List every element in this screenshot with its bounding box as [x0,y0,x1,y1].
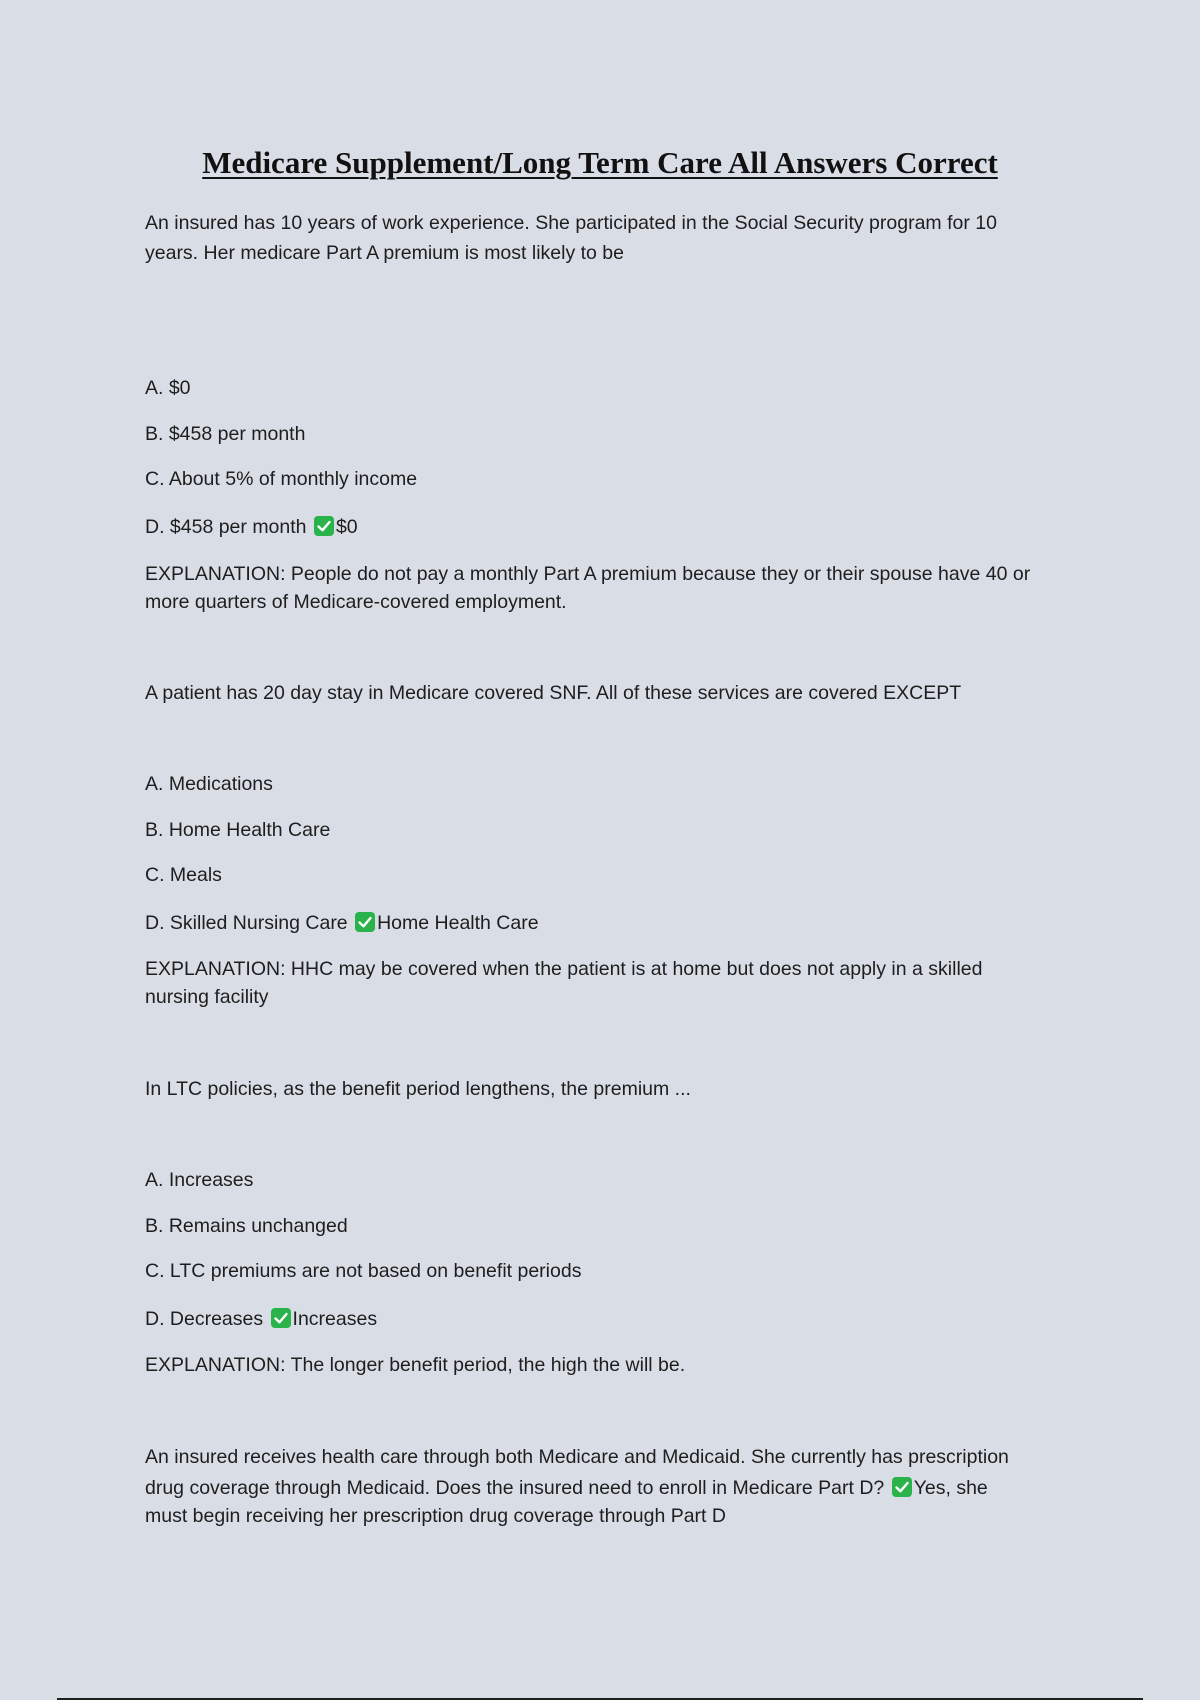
check-mark-icon [355,912,375,932]
question-1-prompt-line-2: years. Her medicare Part A premium is most likely to be [145,242,624,264]
question-4-prompt-line-2 [145,1474,1065,1503]
question-2-option-a: A. Medications [145,773,273,795]
question-1-option-d-text: D. $458 per month [145,516,307,538]
question-3-answer: Increases [292,1308,378,1330]
question-1-prompt-line-1: An insured has 10 years of work experience. She participated in the Social Security program for 10 [145,212,997,234]
question-4-prompt-line-1: An insured receives health care through both Medicare and Medicaid. She currently has prescription [145,1446,1009,1468]
document-title: Medicare Supplement/Long Term Care All Answers Correct [202,145,998,180]
question-1-option-a: A. $0 [145,377,191,399]
question-3-option-d-text: D. Decreases [145,1308,264,1330]
check-mark-icon [271,1308,291,1328]
question-1-explanation-line-1: EXPLANATION: People do not pay a monthly Part A premium because they or their spouse have 40 or [145,563,1031,585]
question-2-option-d [145,909,1065,938]
question-2-answer: Home Health Care [377,912,539,934]
question-1-option-b: B. $458 per month [145,423,306,445]
question-1-answer: $0 [335,516,358,538]
question-4-answer: Yes, she [913,1477,988,1499]
question-1-option-d [145,513,1065,542]
question-2-option-b: B. Home Health Care [145,819,331,841]
question-3-prompt-line-1: In LTC policies, as the benefit period lengthens, the premium ... [145,1078,691,1100]
question-2-option-c: C. Meals [145,864,222,886]
question-3-option-d [145,1305,1065,1334]
question-1-option-c: C. About 5% of monthly income [145,468,418,490]
question-3-option-b: B. Remains unchanged [145,1215,348,1237]
question-3-explanation-line-1: EXPLANATION: The longer benefit period, the high the will be. [145,1354,686,1376]
question-2-explanation-line-1: EXPLANATION: HHC may be covered when the patient is at home but does not apply in a skilled [145,958,983,980]
question-3-option-c: C. LTC premiums are not based on benefit periods [145,1260,582,1282]
question-4-prompt-line-3: must begin receiving her prescription drug coverage through Part D [145,1505,726,1527]
question-2-explanation-line-2: nursing facility [145,986,269,1008]
question-4-prompt-line-2-text: drug coverage through Medicaid. Does the insured need to enroll in Medicare Part D? [145,1477,885,1499]
question-3-option-a: A. Increases [145,1169,254,1191]
question-1-explanation-line-2: more quarters of Medicare-covered employment. [145,591,567,613]
question-2-option-d-text: D. Skilled Nursing Care [145,912,348,934]
check-mark-icon [314,516,334,536]
question-2-prompt-line-1: A patient has 20 day stay in Medicare covered SNF. All of these services are covered EXCEPT [145,682,962,704]
check-mark-icon [892,1477,912,1497]
